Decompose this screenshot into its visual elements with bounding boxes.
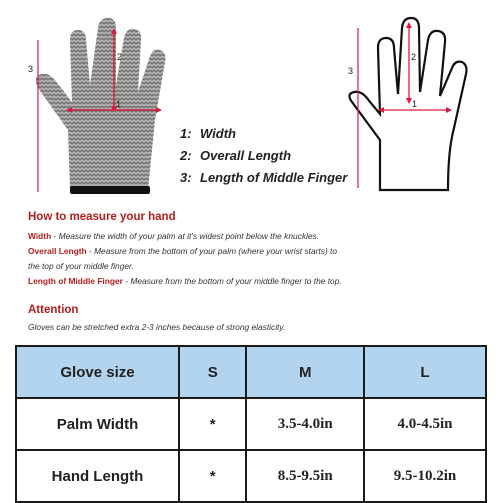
middle-finger-mark: 2: [117, 52, 123, 62]
legend-label: Length of Middle Finger: [200, 170, 348, 185]
outline-middle-finger-mark: 2: [411, 52, 417, 62]
middle-finger-text: - Measure from the bottom of your middle finger to the top.: [122, 276, 342, 286]
row-label-palm-width: Palm Width: [16, 398, 179, 450]
legend-label: Overall Length: [200, 148, 292, 163]
row-label-hand-length: Hand Length: [16, 450, 179, 502]
legend-overall-length: [180, 148, 291, 163]
size-table: [15, 345, 487, 503]
width-term: Width: [28, 231, 52, 241]
measure-heading: How to measure your hand: [28, 211, 176, 223]
overall-length-instruction: [28, 246, 337, 256]
overall-length-text: - Measure from the bottom of your palm (where your wrist starts) to: [86, 246, 338, 256]
hand-length-l: 9.5-10.2in: [364, 450, 486, 502]
header-size-l: L: [364, 346, 486, 398]
overall-length-term: Overall Length: [28, 246, 87, 256]
legend-number: 2:: [180, 148, 192, 163]
middle-finger-term: Length of Middle Finger: [28, 276, 123, 286]
header-size-s: S: [179, 346, 247, 398]
legend-width: [180, 126, 236, 141]
glove-photo: [20, 10, 190, 200]
overall-length-instruction-cont: the top of your middle finger.: [28, 261, 134, 271]
width-text: - Measure the width of your palm at it's widest point below the knuckles.: [51, 231, 320, 241]
middle-finger-instruction: [28, 276, 342, 286]
palm-width-l: 4.0-4.5in: [364, 398, 486, 450]
legend-middle-finger: [180, 170, 347, 185]
palm-width-m: 3.5-4.0in: [246, 398, 364, 450]
table-row: [16, 450, 486, 502]
legend-label: Width: [200, 126, 236, 141]
overall-length-mark: 3: [28, 64, 34, 74]
hand-length-m: 8.5-9.5in: [246, 450, 364, 502]
hand-outline-diagram: [340, 10, 480, 195]
table-row: [16, 398, 486, 450]
width-mark: 1: [116, 99, 122, 109]
outline-width-mark: 1: [412, 99, 418, 109]
table-header-row: [16, 346, 486, 398]
hand-length-s: *: [179, 450, 247, 502]
attention-heading: Attention: [28, 304, 79, 316]
attention-text: Gloves can be stretched extra 2-3 inches because of strong elasticity.: [28, 322, 286, 332]
palm-width-s: *: [179, 398, 247, 450]
header-glove-size: Glove size: [16, 346, 179, 398]
outline-overall-length-mark: 3: [348, 66, 354, 76]
header-size-m: M: [246, 346, 364, 398]
legend-number: 1:: [180, 126, 192, 141]
width-instruction: [28, 231, 319, 241]
legend-number: 3:: [180, 170, 192, 185]
